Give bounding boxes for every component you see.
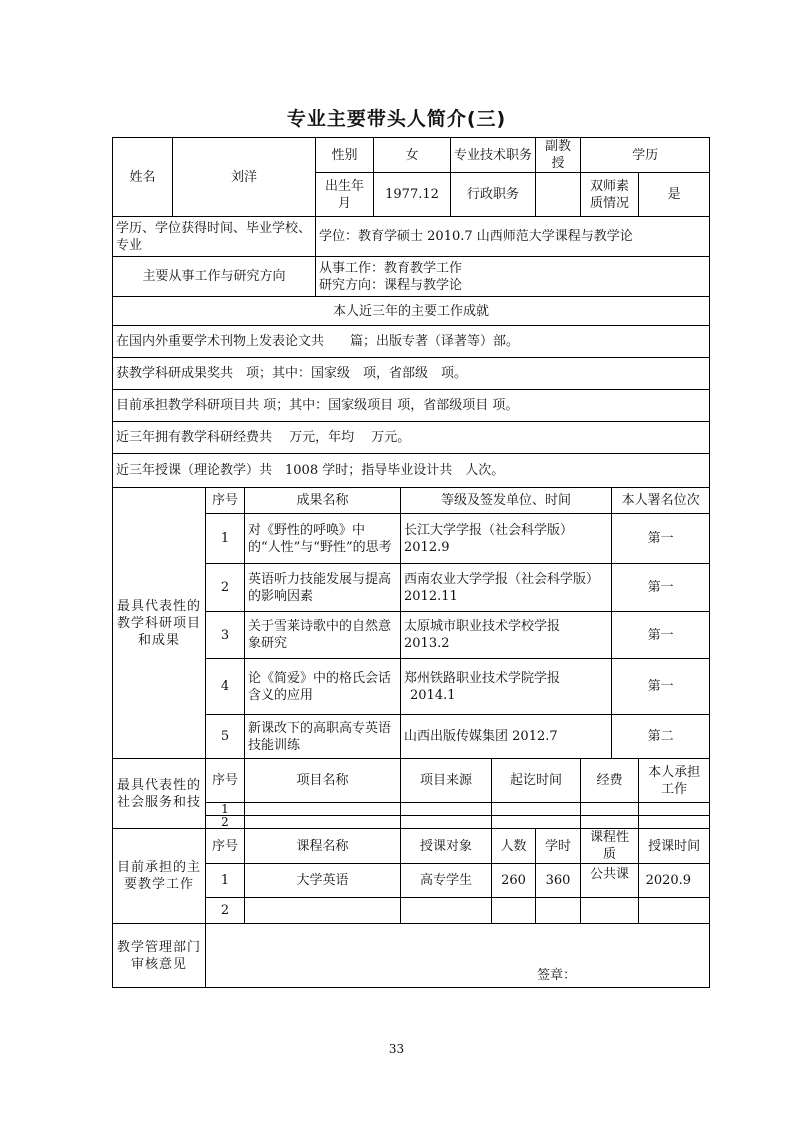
achievement-line: 在国内外重要学术刊物上发表论文共 篇；出版专著（译著等）部。 xyxy=(113,326,710,358)
service-role xyxy=(639,816,710,829)
research-header-rank: 本人署名位次 xyxy=(612,488,710,514)
work-line: 从事工作：教育教学工作 xyxy=(319,260,463,276)
service-source xyxy=(401,803,492,816)
service-role xyxy=(639,803,710,816)
name-label: 姓名 xyxy=(113,138,173,217)
dual-qualified-label: 双师素质情况 xyxy=(581,173,639,217)
degree-label: 学历、学位获得时间、毕业学校、专业 xyxy=(113,217,316,257)
research-name: 新课改下的高职高专英语技能训练 xyxy=(245,715,401,759)
research-no: 5 xyxy=(206,715,245,759)
research-name: 对《野性的呼唤》中的“人性”与“野性”的思考 xyxy=(245,514,401,564)
review-area xyxy=(206,924,710,988)
teaching-target xyxy=(401,898,492,924)
birth-label: 出生年月 xyxy=(316,173,374,217)
research-unit xyxy=(401,612,612,659)
research-unit xyxy=(401,659,612,715)
research-unit-date: 2012.11 xyxy=(404,588,458,604)
page-number: 33 xyxy=(388,1042,405,1056)
research-unit-line: 长江大学学报（社会科学版） xyxy=(404,522,574,538)
gender-label: 性别 xyxy=(316,138,374,173)
teaching-header-course: 课程名称 xyxy=(245,829,401,864)
teaching-count xyxy=(492,898,536,924)
teaching-label: 目前承担的主要教学工作 xyxy=(113,829,206,924)
dual-qualified-value: 是 xyxy=(639,173,710,217)
teaching-course: 大学英语 xyxy=(245,864,401,898)
service-header-source: 项目来源 xyxy=(401,759,492,803)
work-label: 主要从事工作与研究方向 xyxy=(113,257,316,297)
research-unit-date: 2013.2 xyxy=(404,636,450,651)
birth-value: 1977.12 xyxy=(374,173,451,217)
research-direction-line: 研究方向：课程与教学论 xyxy=(319,277,463,293)
gender-value: 女 xyxy=(374,138,451,173)
teaching-nature: 公共课 xyxy=(581,864,639,898)
work-value xyxy=(316,257,710,297)
document-title: 专业主要带头人简介(三) xyxy=(286,108,507,130)
research-rank: 第一 xyxy=(612,659,710,715)
signature-label: 签章： xyxy=(537,968,577,983)
service-header-no: 序号 xyxy=(206,759,245,803)
teaching-header-count: 人数 xyxy=(492,829,536,864)
degree-value: 学位：教育学硕士 2010.7 山西师范大学课程与教学论 xyxy=(316,217,710,257)
service-header-role: 本人承担工作 xyxy=(639,759,710,803)
research-header-name: 成果名称 xyxy=(245,488,401,514)
teaching-time: 2020.9 xyxy=(639,864,710,898)
research-rank: 第一 xyxy=(612,612,710,659)
research-rank: 第一 xyxy=(612,564,710,612)
teaching-hours: 360 xyxy=(536,864,581,898)
service-source xyxy=(401,816,492,829)
service-name xyxy=(245,816,401,829)
teaching-hours xyxy=(536,898,581,924)
service-label: 最具代表性的社会服务和技 xyxy=(113,759,206,829)
research-unit-date: 2012.9 xyxy=(404,539,450,555)
service-no: 2 xyxy=(206,816,245,829)
service-period xyxy=(492,816,581,829)
research-unit: 山西出版传媒集团 2012.7 xyxy=(401,715,612,759)
teaching-nature xyxy=(581,898,639,924)
teaching-header-hours: 学时 xyxy=(536,829,581,864)
research-no: 1 xyxy=(206,514,245,564)
research-name: 论《简爱》中的格氏会话含义的应用 xyxy=(245,659,401,715)
teaching-header-no: 序号 xyxy=(206,829,245,864)
name-value: 刘洋 xyxy=(173,138,316,217)
research-unit-line: 郑州铁路职业技术学院学报 xyxy=(404,670,561,686)
service-header-period: 起讫时间 xyxy=(492,759,581,803)
research-no: 3 xyxy=(206,612,245,659)
teaching-count: 260 xyxy=(492,864,536,898)
teaching-course xyxy=(245,898,401,924)
achievement-line: 目前承担教学科研项目共 项；其中：国家级项目 项，省部级项目 项。 xyxy=(113,390,710,422)
teaching-header-time: 授课时间 xyxy=(639,829,710,864)
teaching-no: 2 xyxy=(206,898,245,924)
teaching-header-target: 授课对象 xyxy=(401,829,492,864)
service-name xyxy=(245,803,401,816)
achievement-line: 近三年拥有教学科研经费共 万元，年均 万元。 xyxy=(113,422,710,454)
service-funding xyxy=(581,803,639,816)
achievements-header: 本人近三年的主要工作成就 xyxy=(113,297,710,326)
admin-value xyxy=(536,173,581,217)
service-funding xyxy=(581,816,639,829)
research-unit-date: 2014.1 xyxy=(410,687,456,703)
title-label: 专业技术职务 xyxy=(451,138,536,173)
service-header-funding: 经费 xyxy=(581,759,639,803)
research-unit-line: 西南农业大学学报（社会科学版） xyxy=(404,571,600,587)
research-rank: 第一 xyxy=(612,514,710,564)
achievement-line: 获教学科研成果奖共 项；其中：国家级 项，省部级 项。 xyxy=(113,358,710,390)
service-no: 1 xyxy=(206,803,245,816)
research-no: 4 xyxy=(206,659,245,715)
research-no: 2 xyxy=(206,564,245,612)
profile-table xyxy=(112,137,710,988)
research-unit xyxy=(401,514,612,564)
research-header-unit: 等级及签发单位、时间 xyxy=(401,488,612,514)
admin-label: 行政职务 xyxy=(451,173,536,217)
achievement-line: 近三年授课（理论教学）共 1008 学时；指导毕业设计共 人次。 xyxy=(113,454,710,488)
research-unit xyxy=(401,564,612,612)
research-rank: 第二 xyxy=(612,715,710,759)
service-period xyxy=(492,803,581,816)
research-header-no: 序号 xyxy=(206,488,245,514)
research-label: 最具代表性的教学科研项目和成果 xyxy=(113,488,206,759)
teaching-target: 高专学生 xyxy=(401,864,492,898)
teaching-no: 1 xyxy=(206,864,245,898)
teaching-time xyxy=(639,898,710,924)
research-name: 关于雪莱诗歌中的自然意象研究 xyxy=(245,612,401,659)
research-name: 英语听力技能发展与提高的影响因素 xyxy=(245,564,401,612)
review-label: 教学管理部门审核意见 xyxy=(113,924,206,988)
education-label: 学历 xyxy=(581,138,710,173)
research-unit-line: 太原城市职业技术学校学报 xyxy=(404,619,561,634)
title-value: 副教授 xyxy=(536,138,581,173)
teaching-header-nature: 课程性质 xyxy=(581,829,639,864)
service-header-name: 项目名称 xyxy=(245,759,401,803)
